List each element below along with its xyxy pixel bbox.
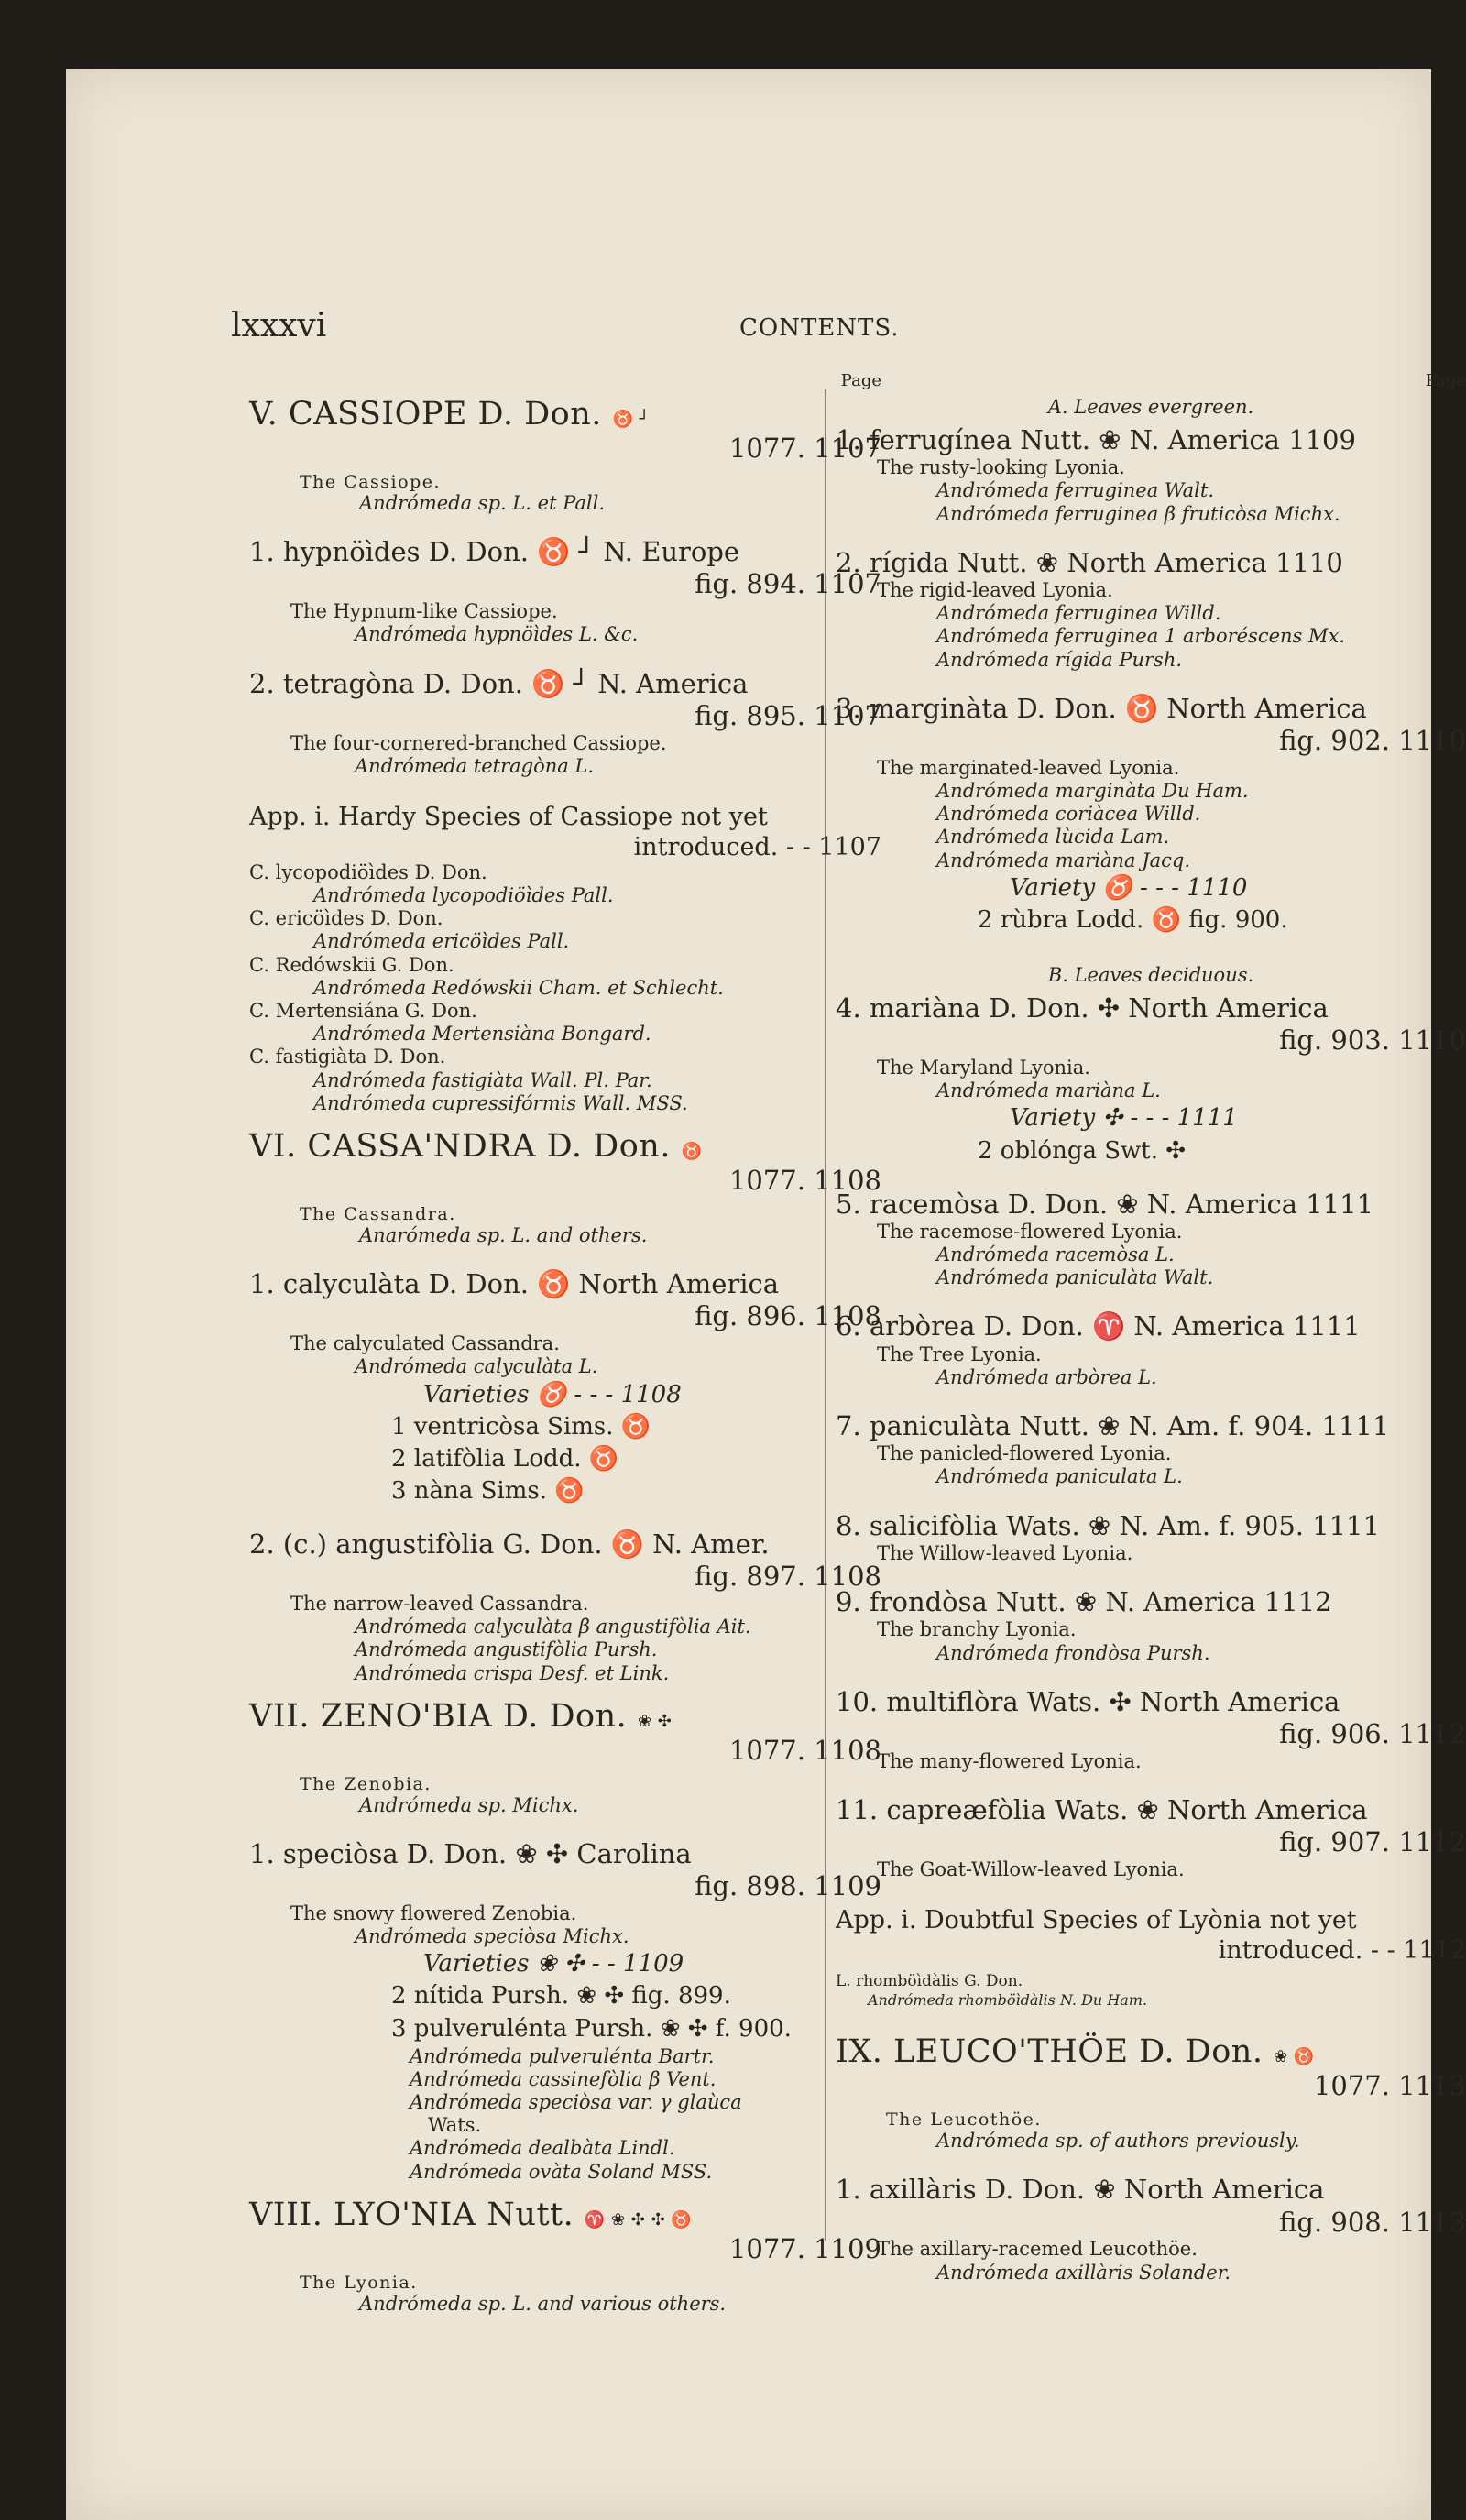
genus-english: The Leucothöe. — [886, 2109, 1042, 2131]
folio: lxxxvi — [231, 307, 327, 345]
species-synonym: Andrómeda paniculàta Walt. — [936, 1266, 1214, 1289]
genus-title: IX. LEUCO'THÖE D. Don. — [836, 2033, 1264, 2071]
genus-title: VIII. LYO'NIA Nutt. — [249, 2196, 574, 2233]
appendix-item: Andrómeda Mertensiàna Bongard. — [313, 1023, 651, 1046]
species-entry — [836, 1509, 1466, 1565]
species-ref: fig. 906. 1112 — [1279, 1717, 1466, 1749]
section-heading: A. Leaves evergreen. — [1047, 396, 1254, 418]
appendix-item: C. Redówskii G. Don. — [249, 953, 454, 976]
variety-synonym: Wats. — [428, 2114, 482, 2137]
variety-item: 2 latifòlia Lodd. ♉ — [391, 1444, 619, 1473]
right-column — [836, 371, 1466, 2284]
appendix-item: Andrómeda lycopodiöìdes Pall. — [313, 884, 614, 907]
species-entry — [836, 1685, 1466, 1773]
species-title: 9. frondòsa Nutt. ❀ N. America 1112 — [836, 1586, 1332, 1618]
species-entry — [249, 1837, 881, 2184]
section-heading: B. Leaves deciduous. — [1047, 963, 1254, 986]
species-entry — [836, 1793, 1466, 1881]
species-synonym: Andrómeda ferruginea Walt. — [936, 479, 1215, 502]
species-title: 2. tetragòna D. Don. ♉ ┘ N. America — [249, 667, 749, 699]
species-entry — [249, 667, 881, 778]
species-entry — [836, 692, 1466, 937]
species-synonym: Andrómeda mariàna Jacq. — [936, 849, 1191, 871]
appendix-item: C. ericöìdes D. Don. — [249, 907, 443, 930]
species-synonym: Andrómeda lùcida Lam. — [936, 826, 1170, 849]
appendix-item: L. rhomböìdàlis G. Don. — [836, 1971, 1023, 1990]
appendix-item: C. lycopodiöìdes D. Don. — [249, 860, 487, 883]
species-english: The rigid-leaved Lyonia. — [877, 579, 1113, 602]
species-english: The panicled-flowered Lyonia. — [877, 1442, 1172, 1465]
variety-line: Variety ♉ - - - 1110 — [1010, 873, 1248, 902]
species-synonym: Andrómeda tetragòna L. — [355, 754, 595, 777]
page-label-left: Page — [840, 371, 881, 390]
species-title: 1. axillàris D. Don. ❀ North America — [836, 2174, 1325, 2206]
species-title: 2. rígida Nutt. ❀ North America 1110 — [836, 546, 1343, 578]
species-entry — [836, 546, 1466, 672]
species-entry — [836, 1409, 1466, 1489]
species-english: The Tree Lyonia. — [877, 1342, 1042, 1365]
species-title: 5. racemòsa D. Don. ❀ N. America 1111 — [836, 1188, 1374, 1220]
species-entry — [836, 1309, 1466, 1389]
page-header — [66, 307, 1431, 344]
varieties-line: Varieties ♉ - - - 1108 — [423, 1380, 682, 1408]
species-synonym: Andrómeda racemòsa L. — [936, 1244, 1175, 1266]
running-head: CONTENTS. — [739, 314, 900, 342]
habit-symbol: ♈ ❀ ✣ ✣ ♉ — [584, 2209, 693, 2230]
genus-ref: 1077. 1109 — [728, 2233, 881, 2265]
variety-item: 2 rùbra Lodd. ♉ fig. 900. — [978, 905, 1288, 934]
species-english: The Willow-leaved Lyonia. — [877, 1541, 1133, 1564]
species-english: The four-cornered-branched Cassiope. — [290, 731, 667, 754]
species-english: The branchy Lyonia. — [877, 1618, 1077, 1641]
species-entry — [249, 1528, 881, 1685]
left-column — [249, 371, 881, 2316]
species-synonym: Andrómeda arbòrea L. — [936, 1365, 1157, 1388]
genus-cassiope — [249, 396, 881, 1115]
species-title: 11. capreæfòlia Wats. ❀ North America — [836, 1793, 1368, 1825]
appendix-item: C. Mertensiána G. Don. — [249, 999, 477, 1022]
genus-synonym: Andrómeda sp. L. et Pall. — [359, 492, 606, 515]
appendix-item: Andrómeda rhomböìdàlis N. Du Ham. — [868, 1991, 1148, 2010]
genus-lyonia — [249, 2197, 881, 2316]
species-english: The racemose-flowered Lyonia. — [877, 1220, 1183, 1243]
species-english: The Hypnum-like Cassiope. — [290, 600, 558, 623]
species-ref: fig. 894. 1107 — [695, 568, 881, 600]
genus-synonym: Andrómeda sp. Michx. — [359, 1793, 579, 1816]
species-english: The many-flowered Lyonia. — [877, 1749, 1142, 1772]
species-synonym: Andrómeda axillàris Solander. — [936, 2261, 1231, 2284]
species-english: The Goat-Willow-leaved Lyonia. — [877, 1858, 1185, 1880]
appendix-item: Andrómeda ericöìdes Pall. — [313, 930, 570, 953]
species-synonym: Andrómeda crispa Desf. et Link. — [355, 1661, 670, 1684]
varieties-line: Varieties ❀ ✣ - - 1109 — [423, 1950, 684, 1978]
variety-item: 2 nítida Pursh. ❀ ✣ fig. 899. — [391, 1982, 731, 2011]
species-title: 1. ferrugínea Nutt. ❀ N. America 1109 — [836, 424, 1356, 455]
species-title: 1. calyculàta D. Don. ♉ North America — [249, 1268, 780, 1300]
species-ref: fig. 895. 1107 — [695, 699, 881, 731]
species-synonym: Andrómeda coriàcea Willd. — [936, 803, 1201, 826]
species-english: The axillary-racemed Leucothöe. — [877, 2238, 1198, 2261]
species-synonym: Andrómeda mariàna L. — [936, 1079, 1161, 1102]
species-entry — [836, 1188, 1466, 1290]
genus-ref: 1077. 1108 — [728, 1165, 881, 1197]
species-ref: fig. 903. 1110 — [1279, 1024, 1466, 1057]
page-label-right: Page — [1425, 371, 1466, 390]
species-entry — [249, 1267, 881, 1507]
species-entry — [836, 2173, 1466, 2284]
genus-english: The Zenobia. — [300, 1773, 432, 1794]
genus-synonym: Andrómeda sp. of authors previously. — [936, 2130, 1300, 2153]
species-synonym: Andrómeda hypnöìdes L. &c. — [355, 623, 639, 646]
genus-synonym: Andrómeda sp. L. and various others. — [359, 2292, 727, 2315]
habit-symbol: ♉ — [681, 1141, 703, 1161]
appendix-heading-cont: introduced. - - 1112 — [1218, 1935, 1466, 1965]
variety-synonym: Andrómeda cassinefòlia β Vent. — [410, 2067, 717, 2090]
species-ref: fig. 908. 1113 — [1279, 2206, 1466, 2238]
variety-synonym: Andrómeda dealbàta Lindl. — [410, 2137, 675, 2160]
species-title: 7. paniculàta Nutt. ❀ N. Am. f. 904. 1111 — [836, 1410, 1390, 1442]
species-synonym: Andrómeda calyculàta L. — [355, 1355, 598, 1378]
species-ref: fig. 897. 1108 — [695, 1561, 881, 1593]
habit-symbol: ❀ ♉ — [1274, 2047, 1315, 2067]
genus-title: V. CASSIOPE D. Don. — [249, 396, 602, 433]
species-english: The marginated-leaved Lyonia. — [877, 756, 1180, 779]
species-entry — [836, 992, 1466, 1167]
appendix-heading: App. i. Hardy Species of Cassiope not yet — [249, 803, 768, 832]
habit-symbol: ♉ ┘ — [612, 410, 651, 429]
species-ref: fig. 896. 1108 — [695, 1300, 881, 1332]
book-page — [66, 69, 1466, 2520]
variety-line: Variety ✣ - - - 1111 — [1010, 1104, 1238, 1133]
species-synonym: Andrómeda frondòsa Pursh. — [936, 1641, 1210, 1664]
species-title: 1. speciòsa D. Don. ❀ ✣ Carolina — [249, 1837, 692, 1869]
species-synonym: Andrómeda speciòsa Michx. — [355, 1925, 629, 1948]
species-synonym: Andrómeda ferruginea 1 arboréscens Mx. — [936, 625, 1346, 648]
species-ref: fig. 907. 1112 — [1279, 1826, 1466, 1858]
variety-synonym: Andrómeda pulverulénta Bartr. — [410, 2044, 715, 2067]
genus-english: The Cassandra. — [300, 1203, 456, 1224]
species-entry — [836, 423, 1466, 526]
habit-symbol: ❀ ✣ — [637, 1711, 673, 1731]
appendix-item: C. fastigiàta D. Don. — [249, 1046, 446, 1068]
species-synonym: Andrómeda ferruginea β fruticòsa Michx. — [936, 502, 1340, 525]
variety-item: 3 pulverulénta Pursh. ❀ ✣ f. 900. — [391, 2014, 792, 2043]
appendix-item: Andrómeda cupressifórmis Wall. MSS. — [313, 1091, 688, 1114]
species-entry — [836, 1585, 1466, 1665]
species-title: 1. hypnöìdes D. Don. ♉ ┘ N. Europe — [249, 536, 740, 568]
species-synonym: Andrómeda marginàta Du Ham. — [936, 780, 1249, 803]
genus-cassandra — [249, 1128, 881, 1685]
species-title: 10. multiflòra Wats. ✣ North America — [836, 1685, 1340, 1717]
genus-english: The Cassiope. — [300, 472, 442, 493]
appendix-item: Andrómeda fastigiàta Wall. Pl. Par. — [313, 1068, 652, 1091]
variety-synonym: Andrómeda ovàta Soland MSS. — [410, 2160, 713, 2183]
species-english: The narrow-leaved Cassandra. — [290, 1592, 589, 1615]
species-title: 6. arbòrea D. Don. ♈ N. America 1111 — [836, 1310, 1361, 1342]
species-entry — [249, 535, 881, 646]
genus-zenobia — [249, 1698, 881, 2184]
species-english: The calyculated Cassandra. — [290, 1332, 560, 1355]
genus-title: VI. CASSA'NDRA D. Don. — [249, 1127, 671, 1165]
appendix-item: Andrómeda Redówskii Cham. et Schlecht. — [313, 976, 724, 999]
species-ref: fig. 898. 1109 — [695, 1870, 881, 1902]
species-english: The Maryland Lyonia. — [877, 1057, 1090, 1079]
species-title: 2. (c.) angustifòlia G. Don. ♉ N. Amer. — [249, 1528, 770, 1560]
genus-synonym: Anarómeda sp. L. and others. — [359, 1223, 648, 1246]
species-synonym: Andrómeda calyculàta β angustifòlia Ait. — [355, 1616, 751, 1638]
species-synonym: Andrómeda angustifòlia Pursh. — [355, 1638, 658, 1661]
appendix-heading-cont: introduced. - - 1107 — [633, 832, 881, 861]
genus-title: VII. ZENO'BIA D. Don. — [249, 1697, 628, 1735]
variety-synonym: Andrómeda speciòsa var. γ glaùca — [410, 2091, 742, 2114]
species-english: The rusty-looking Lyonia. — [877, 456, 1125, 479]
genus-leucothoe — [836, 2033, 1466, 2284]
genus-ref: 1077. 1107 — [728, 433, 881, 465]
variety-item: 3 nàna Sims. ♉ — [391, 1476, 585, 1505]
variety-item: 2 oblónga Swt. ✣ — [978, 1136, 1187, 1165]
appendix-heading: App. i. Doubtful Species of Lyònia not yet — [836, 1906, 1357, 1935]
species-english: The snowy flowered Zenobia. — [290, 1902, 577, 1924]
species-title: 3. marginàta D. Don. ♉ North America — [836, 692, 1367, 724]
species-synonym: Andrómeda ferruginea Willd. — [936, 602, 1221, 625]
species-synonym: Andrómeda paniculata L. — [936, 1465, 1183, 1488]
genus-english: The Lyonia. — [300, 2272, 418, 2293]
species-synonym: Andrómeda rígida Pursh. — [936, 648, 1183, 671]
species-title: 8. salicifòlia Wats. ❀ N. Am. f. 905. 1111 — [836, 1509, 1381, 1541]
variety-item: 1 ventricòsa Sims. ♉ — [391, 1412, 651, 1441]
species-title: 4. mariàna D. Don. ✣ North America — [836, 992, 1329, 1024]
page-corner-mark — [1406, 96, 1431, 122]
species-ref: fig. 902. 1110 — [1279, 725, 1466, 757]
genus-ref: 1077. 1113 — [1313, 2070, 1466, 2102]
genus-ref: 1077. 1108 — [728, 1734, 881, 1766]
